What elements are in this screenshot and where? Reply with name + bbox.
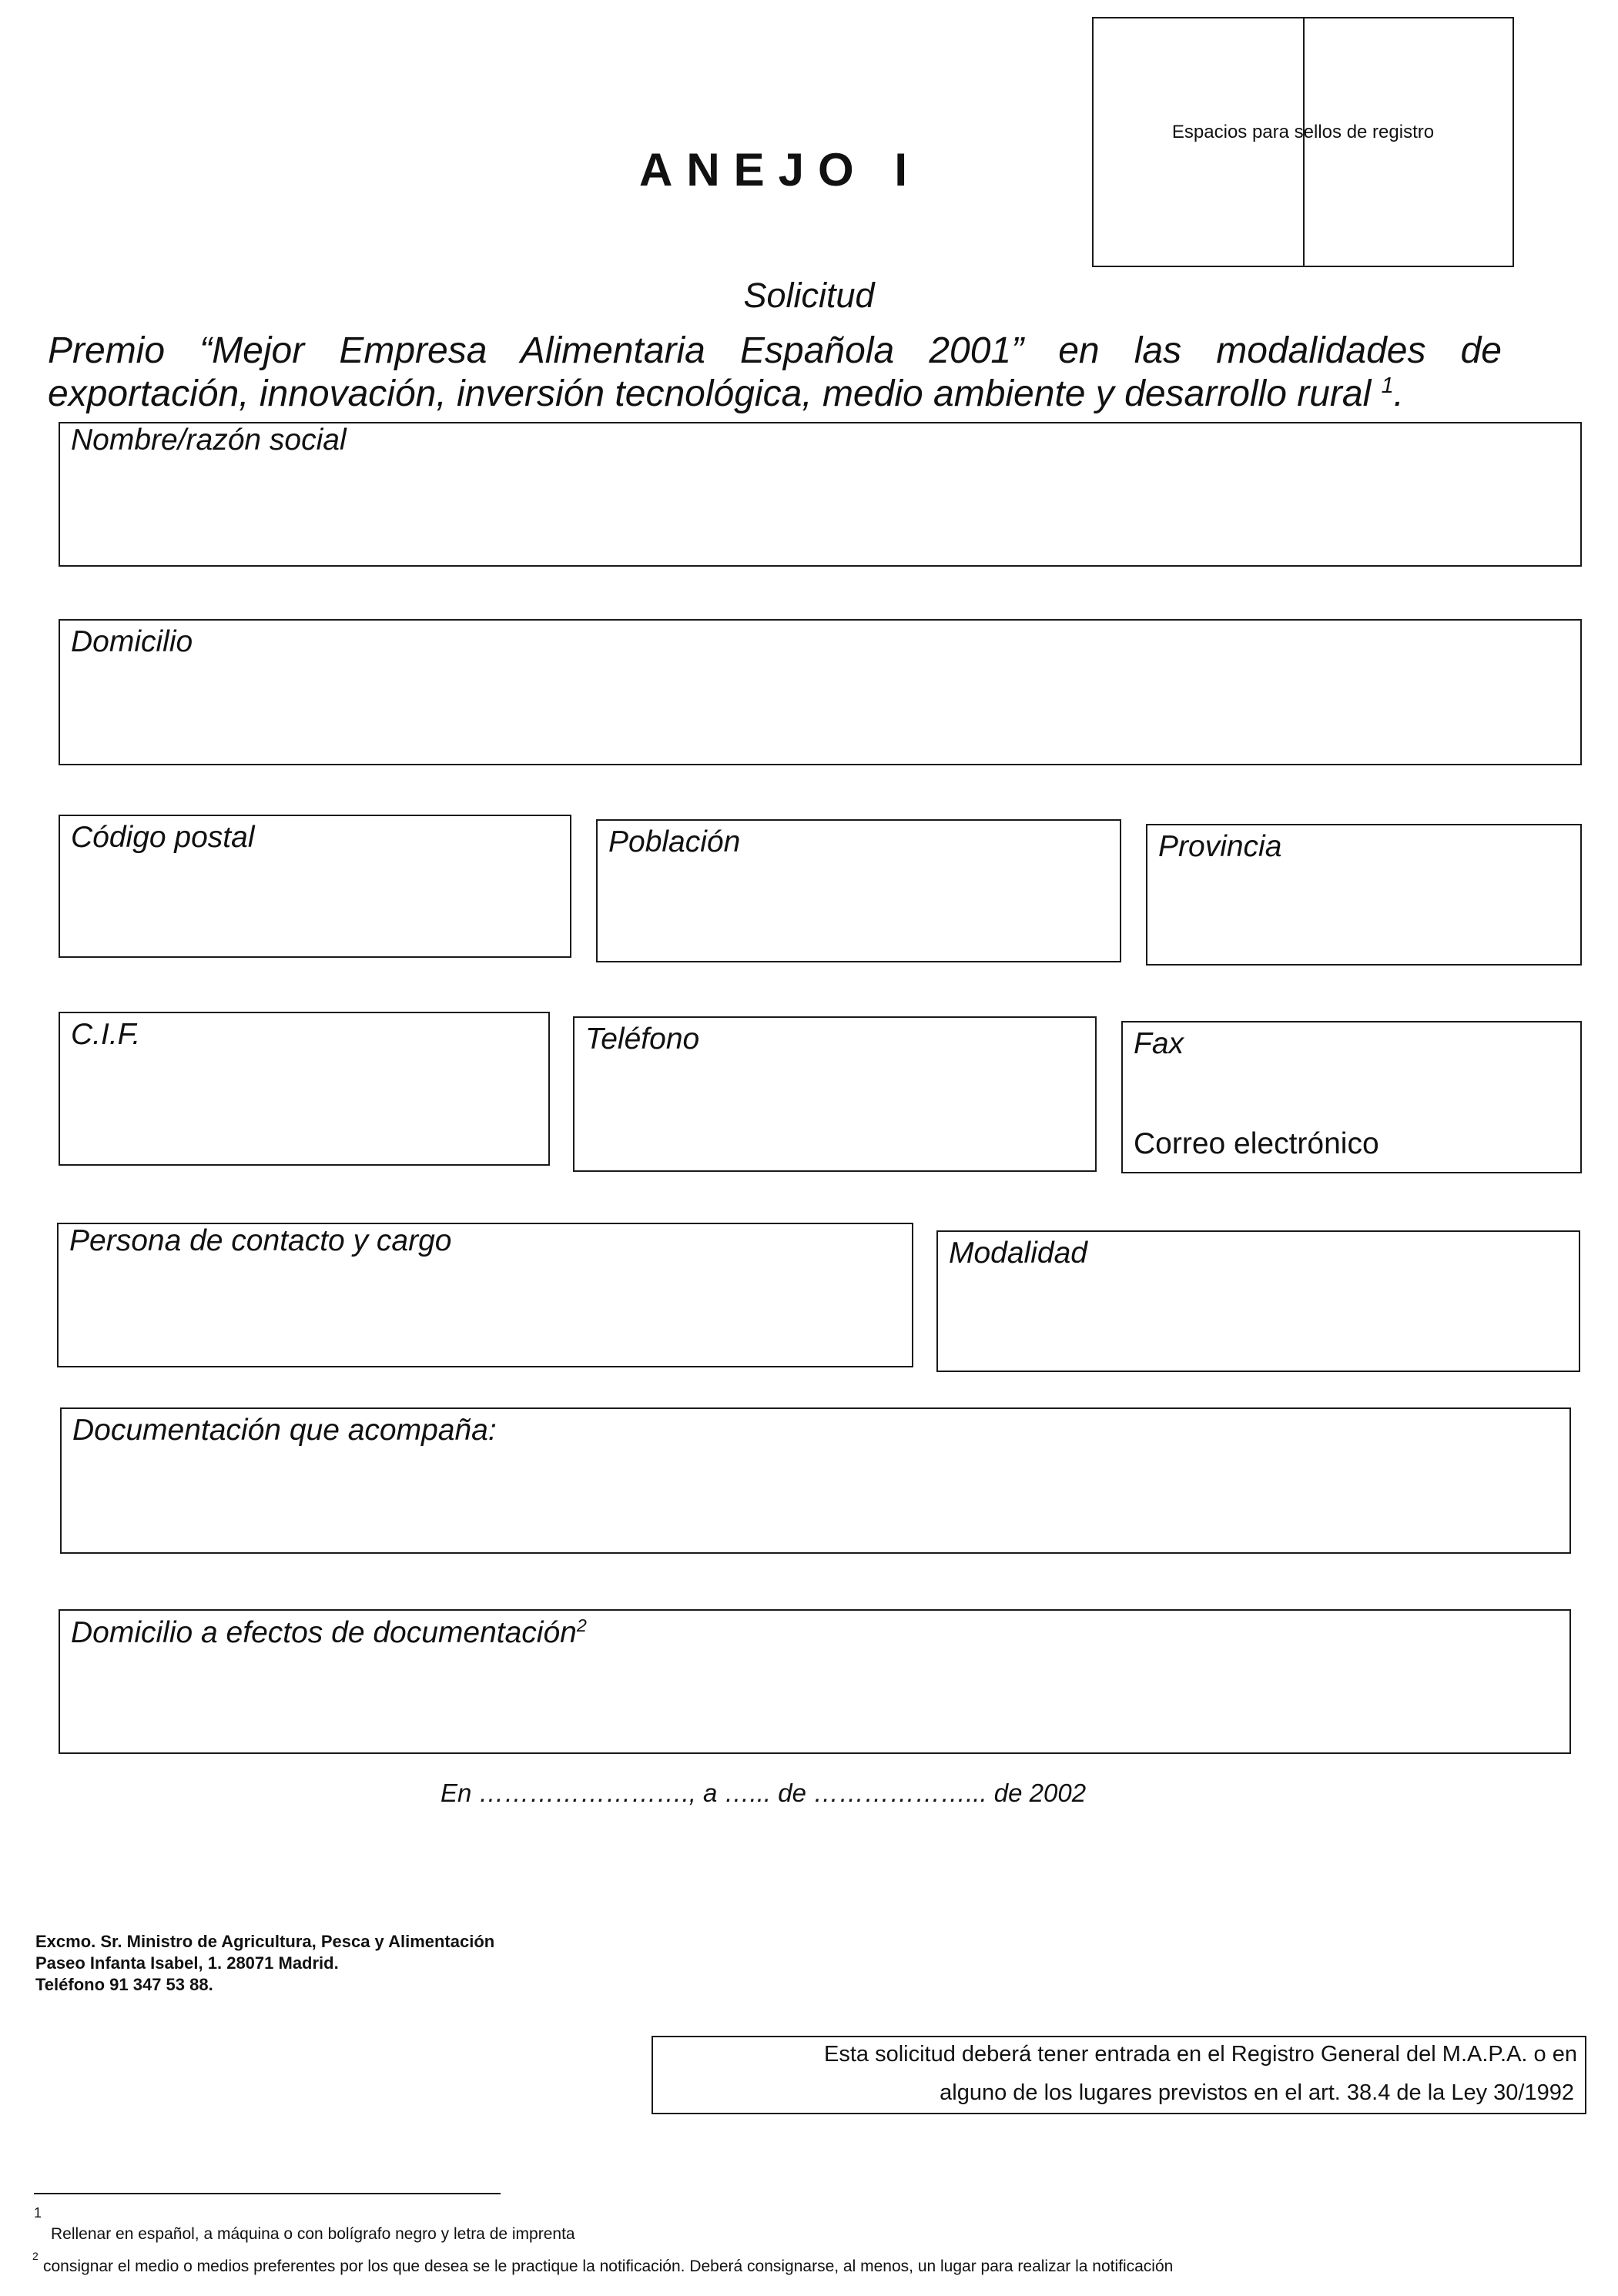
poblacion-field[interactable] [596, 819, 1121, 962]
nombre-label: Nombre/razón social [71, 423, 347, 457]
notice-line-2: alguno de los lugares previstos en el art. 38.4 de la Ley 30/1992 [940, 2080, 1574, 2105]
domicilio-doc-field[interactable] [59, 1609, 1571, 1754]
correo-label: Correo electrónico [1134, 1127, 1379, 1160]
stamp-box [1092, 17, 1514, 267]
addressee-block [35, 1931, 494, 1996]
poblacion-label: Población [608, 825, 741, 858]
intro-line-1: Premio “Mejor Empresa Alimentaria Española 2001” en las modalidades de [48, 330, 1502, 371]
footnote-separator [34, 2193, 501, 2194]
domicilio-doc-text: Domicilio a efectos de documentación [71, 1616, 577, 1649]
documentacion-label: Documentación que acompaña: [72, 1414, 497, 1447]
form-subtitle: Solicitud [743, 276, 875, 315]
persona-contacto-label: Persona de contacto y cargo [69, 1224, 452, 1257]
telefono-label: Teléfono [585, 1022, 700, 1056]
documentacion-field[interactable] [60, 1407, 1571, 1554]
telefono-field[interactable] [573, 1016, 1097, 1172]
nombre-field[interactable] [59, 422, 1582, 567]
cif-field[interactable] [59, 1012, 550, 1166]
page-title: ANEJO I [639, 144, 922, 196]
provincia-field[interactable] [1146, 824, 1582, 966]
domicilio-doc-label [71, 1615, 587, 1650]
footnote-2-text: consignar el medio o medios preferentes por los que desea se le practique la notificación. Deberá consignarse, al menos, un lugar para realizar la notificación [43, 2258, 1174, 2275]
codigo-postal-field[interactable] [59, 815, 571, 958]
notice-box [652, 2036, 1586, 2114]
stamp-label: Espacios para sellos de registro [1171, 122, 1435, 142]
cif-label: C.I.F. [71, 1018, 141, 1051]
fax-label: Fax [1134, 1027, 1184, 1060]
codigo-postal-label: Código postal [71, 821, 255, 854]
footnote-1-text: Rellenar en español, a máquina o con bolígrafo negro y letra de imprenta [51, 2225, 575, 2243]
modalidad-field[interactable] [936, 1230, 1580, 1372]
domicilio-label: Domicilio [71, 625, 193, 658]
intro-line-2 [48, 373, 1404, 415]
footnote-1-mark: 1 [34, 2205, 42, 2221]
addressee-line-1: Excmo. Sr. Ministro de Agricultura, Pesca y Alimentación [35, 1932, 495, 1951]
footnote-ref-2: 2 [576, 1615, 587, 1635]
persona-contacto-field[interactable] [57, 1223, 913, 1367]
domicilio-field[interactable] [59, 619, 1582, 765]
date-line: En ……………………., a …... de ………………... de 2002 [441, 1779, 1087, 1807]
intro-line-2-end: . [1393, 373, 1404, 414]
intro-line-2-text: exportación, innovación, inversión tecnológica, medio ambiente y desarrollo rural [48, 373, 1372, 414]
provincia-label: Provincia [1158, 830, 1282, 863]
footnote-ref-1: 1 [1381, 373, 1394, 398]
notice-line-1: Esta solicitud deberá tener entrada en el Registro General del M.A.P.A. o en [824, 2042, 1577, 2067]
modalidad-label: Modalidad [949, 1237, 1087, 1270]
addressee-line-3: Teléfono 91 347 53 88. [35, 1975, 213, 1994]
fax-correo-field[interactable] [1121, 1021, 1582, 1173]
addressee-line-2: Paseo Infanta Isabel, 1. 28071 Madrid. [35, 1953, 339, 1973]
footnote-2-mark: 2 [32, 2250, 39, 2262]
